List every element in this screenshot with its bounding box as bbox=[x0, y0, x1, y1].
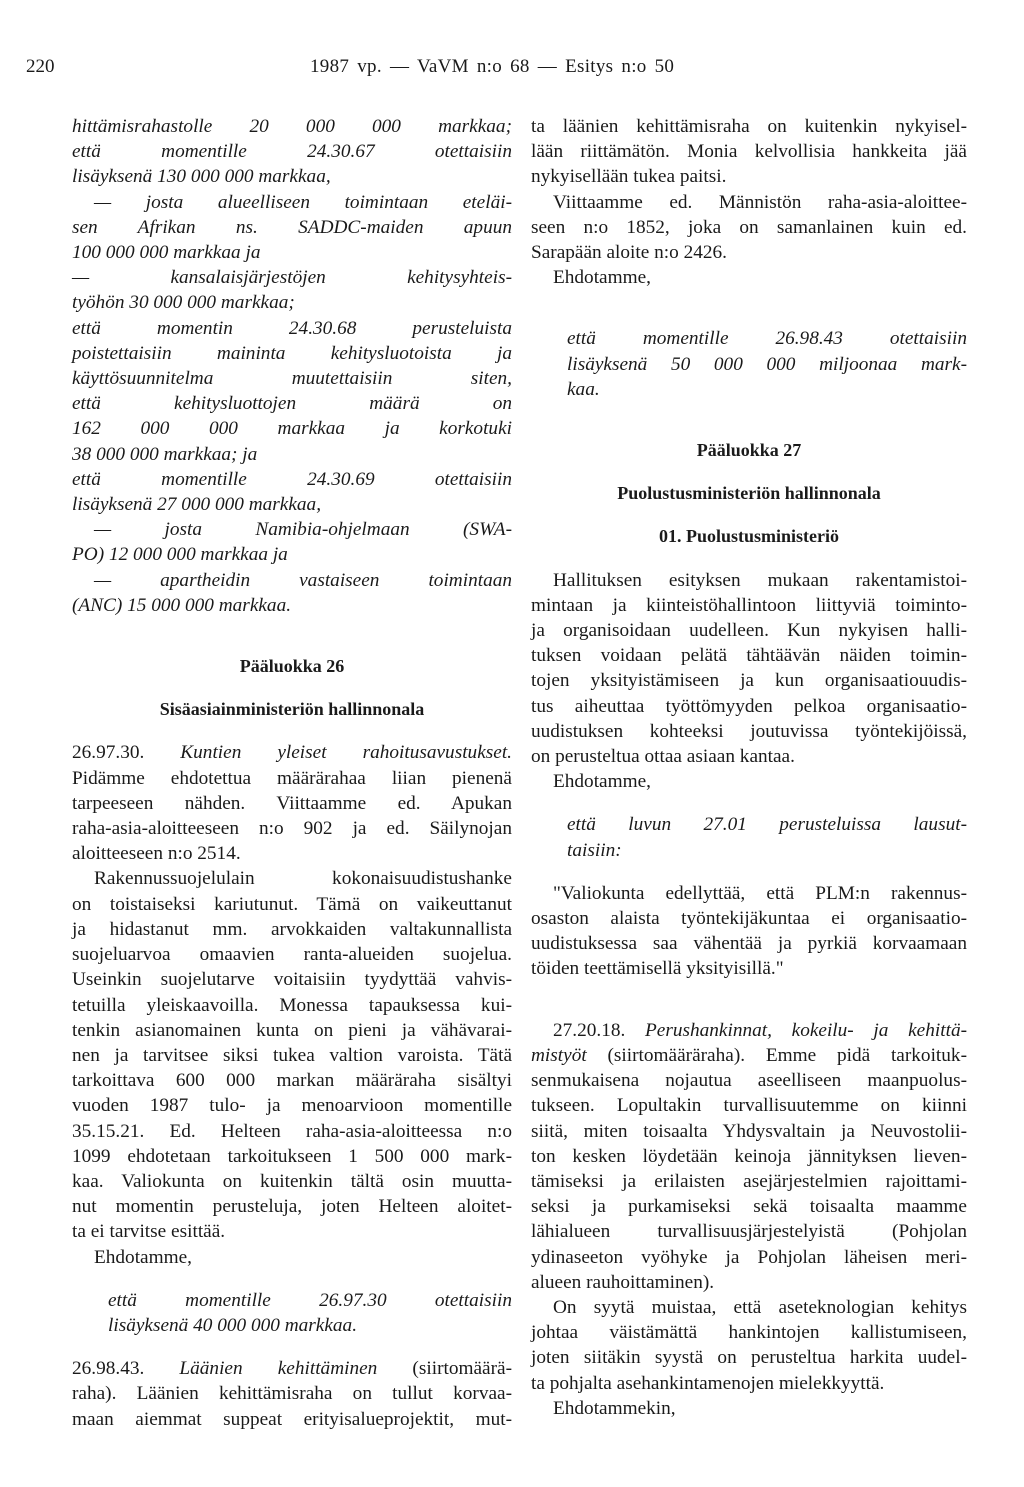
text-line: — apartheidin vastaiseen toimintaan bbox=[94, 569, 512, 591]
item-title: Perushankinnat, kokeilu- ja kehittä- bbox=[645, 1019, 968, 1041]
paragraph bbox=[531, 568, 967, 770]
text-line: Useinkin suojelutarve voitaisiin tyydyttää vahvis- bbox=[72, 969, 512, 991]
text-line: seen n:o 1852, joka on samanlainen kuin ed. bbox=[531, 216, 967, 238]
text-line: 38 000 000 markkaa; ja bbox=[72, 443, 258, 465]
text-line: vuoden 1987 tulo- ja menoarvioon momentille bbox=[72, 1095, 512, 1117]
text-line: taisiin: bbox=[567, 839, 622, 861]
text-line: joten siitäkin syystä on perusteltua harkita uudel- bbox=[531, 1347, 967, 1369]
text-line: suojeluarvoa omaavien ranta-alueiden suojelua. bbox=[72, 944, 512, 966]
motion bbox=[72, 1288, 512, 1338]
text-line: — josta Namibia-ohjelmaan (SWA- bbox=[94, 519, 512, 541]
text-line: lisäyksenä 40 000 000 markkaa. bbox=[108, 1314, 358, 1336]
paragraph bbox=[72, 1356, 512, 1432]
text-line: PO) 12 000 000 markkaa ja bbox=[72, 544, 288, 566]
text-line: lään riittämätön. Monia kelvollisia hankkeita jää bbox=[531, 141, 967, 163]
text-line: lisäyksenä 27 000 000 markkaa, bbox=[72, 494, 322, 516]
text-line: siitä, miten toisaalta Yhdysvaltain ja Neuvostolii- bbox=[531, 1120, 967, 1142]
paragraph bbox=[531, 190, 967, 266]
text-line: on perusteltua ottaa asiaan kantaa. bbox=[531, 746, 795, 768]
text-line: alueen rauhoittaminen). bbox=[531, 1271, 715, 1293]
text-line: töiden teettämisellä yksityisillä." bbox=[531, 958, 784, 980]
text-line: ydinaseeton vyöhyke ja Pohjolan läheisen meri- bbox=[531, 1246, 967, 1268]
text-line: ja hidastanut mm. arvokkaiden valtakunnallista bbox=[72, 918, 512, 940]
text-line: nut momentin perusteluja, joten Helteen aloitet- bbox=[72, 1196, 512, 1218]
motion bbox=[531, 812, 967, 862]
section-heading: Pääluokka 26 bbox=[239, 656, 345, 677]
text-line: mistyöt (siirtomääräraha). Emme pidä tarkoituk- bbox=[531, 1044, 967, 1066]
text-line: johtaa väistämättä hankintojen kallistumiseen, bbox=[531, 1322, 967, 1344]
text-line: "Valiokunta edellyttää, että PLM:n rakennus- bbox=[553, 882, 967, 904]
text-line: 26.97.30. Kuntien yleiset rahoitusavustukset. bbox=[72, 742, 512, 764]
text-line: Hallituksen esityksen mukaan rakentamistoi- bbox=[553, 569, 967, 591]
item-title: mistyöt bbox=[531, 1044, 587, 1066]
text-line: — josta alueelliseen toimintaan eteläi- bbox=[94, 191, 512, 213]
text-line: osaston alaista työntekijäkuntaa ei organisaatio- bbox=[531, 908, 967, 930]
text-line: että momentin 24.30.68 perusteluista bbox=[72, 317, 512, 339]
text-line: kaa. Valiokunta on kuitenkin tältä osin muutta- bbox=[72, 1170, 512, 1192]
text-line: mintaan ja kiinteistöhallintoon liittyviä toiminto- bbox=[531, 594, 967, 616]
text-line: (ANC) 15 000 000 markkaa. bbox=[72, 594, 292, 616]
ehdotamme: Ehdotamme, bbox=[553, 771, 651, 793]
text-line: tenkin asianomainen kunta on pieni ja vähävarai- bbox=[72, 1019, 512, 1041]
text-line: 100 000 000 markkaa ja bbox=[72, 242, 261, 264]
paragraph bbox=[72, 740, 512, 866]
text-line: raha). Läänien kehittämisraha on tullut korvaa- bbox=[72, 1383, 512, 1405]
ehdotammekin: Ehdotammekin, bbox=[553, 1397, 676, 1419]
paragraph bbox=[531, 114, 967, 190]
ehdotamme: Ehdotamme, bbox=[553, 267, 651, 289]
paragraph bbox=[531, 1018, 967, 1295]
text-line: tarpeeseen nähden. Viittaamme ed. Apukan bbox=[72, 792, 512, 814]
text-line: 35.15.21. Ed. Helteen raha-asia-aloitteessa n:o bbox=[72, 1120, 512, 1142]
text-line: lähialueen turvallisuusjärjestelyistä (Pohjolan bbox=[531, 1221, 967, 1243]
item-title: Kuntien yleiset rahoitusavustukset. bbox=[180, 742, 512, 764]
text-line: työhön 30 000 000 markkaa; bbox=[72, 292, 295, 314]
text-line: 162 000 000 markkaa ja korkotuki bbox=[72, 418, 512, 440]
text-line: uudistuksessa saa vähentää ja pyrkiä korvaamaan bbox=[531, 933, 967, 955]
text-line: On syytä muistaa, että aseteknologian kehitys bbox=[553, 1296, 967, 1318]
text-line: poistettaisiin maininta kehitysluotoista ja bbox=[72, 342, 512, 364]
text-line: että luvun 27.01 perusteluissa lausut- bbox=[567, 814, 967, 836]
text-line: tarkoittava 600 000 markan määräraha sisältyi bbox=[72, 1070, 512, 1092]
text-line: nen ja tarvitsee siksi tukea valtion varoista. Tätä bbox=[72, 1044, 512, 1066]
text-line: seksi ja purkamiseksi sekä toisaalta maamme bbox=[531, 1196, 967, 1218]
text-line: 26.98.43. Läänien kehittäminen (siirtomäärä- bbox=[72, 1358, 513, 1380]
text-line: 27.20.18. Perushankinnat, kokeilu- ja kehittä- bbox=[553, 1019, 968, 1041]
text-line: ta ei tarvitse esittää. bbox=[72, 1221, 226, 1243]
text-line: käyttösuunnitelma muutettaisiin siten, bbox=[72, 368, 512, 390]
text-line: että momentille 24.30.67 otettaisiin bbox=[72, 141, 512, 163]
text-line: senmukaisena nojautua aseelliseen maanpuolus- bbox=[531, 1070, 967, 1092]
text-line: Viittaamme ed. Männistön raha-asia-aloittee- bbox=[553, 191, 967, 213]
text-line: hittämisrahastolle 20 000 000 markkaa; bbox=[72, 116, 512, 137]
text-line: aloitteeseen n:o 2514. bbox=[72, 843, 241, 865]
text-line: tuksen voidaan pelätä tähtäävän näiden toimin- bbox=[531, 645, 967, 667]
text-line: että momentille 24.30.69 otettaisiin bbox=[72, 468, 512, 490]
page-number: 220 bbox=[26, 56, 55, 77]
text-line: tämiseksi ja erilaisten asejärjestelmien rajoittami- bbox=[531, 1170, 967, 1192]
text-line: uudistuksen kohteeksi joutuvissa työntekijöissä, bbox=[531, 720, 967, 742]
intro-motions bbox=[72, 114, 512, 618]
text-line: tojen yksityistämiseen ja kun organisaatiouudis- bbox=[531, 670, 967, 692]
right-column bbox=[531, 114, 967, 1421]
text-line: lisäyksenä 50 000 000 miljoonaa mark- bbox=[567, 353, 967, 375]
text-line: että momentille 26.98.43 otettaisiin bbox=[567, 328, 967, 350]
text-line: Sarapään aloite n:o 2426. bbox=[531, 242, 727, 264]
text-line: ja organisoidaan uudelleen. Kun nykyisen halli- bbox=[531, 620, 967, 642]
left-column bbox=[72, 114, 512, 1432]
text-line: ta pohjalta asehankintamenojen mielekkyyttä. bbox=[531, 1372, 885, 1394]
text-line: Pidämme ehdotettua määrärahaa liian pienenä bbox=[72, 767, 512, 789]
section-subheading: Puolustusministeriön hallinnonala bbox=[617, 483, 881, 504]
text-line: ta läänien kehittämisraha on kuitenkin nykyisel- bbox=[531, 116, 967, 137]
paragraph bbox=[72, 866, 512, 1244]
section-heading: Pääluokka 27 bbox=[696, 440, 802, 461]
item-title: Läänien kehittäminen bbox=[179, 1358, 378, 1380]
chapter-heading: 01. Puolustusministeriö bbox=[658, 526, 840, 547]
text-line: nykyisellään tukea paitsi. bbox=[531, 166, 727, 188]
section-subheading: Sisäasiainministeriön hallinnonala bbox=[159, 699, 425, 720]
motion bbox=[531, 326, 967, 402]
text-line: on toistaiseksi kariutunut. Tämä on vaikeuttanut bbox=[72, 893, 512, 915]
quote bbox=[531, 881, 967, 982]
ehdotamme: Ehdotamme, bbox=[94, 1246, 192, 1268]
text-line: — kansalaisjärjestöjen kehitysyhteis- bbox=[72, 267, 512, 289]
text-line: sen Afrikan ns. SADDC-maiden apuun bbox=[72, 216, 512, 238]
text-line: 1099 ehdotetaan tarkoitukseen 1 500 000 mark- bbox=[72, 1145, 512, 1167]
text-line: tetuilla yleiskaavoilla. Monessa tapauksessa kui- bbox=[72, 994, 512, 1016]
text-line: ton kesken löydetään keinoja jännityksen lieven- bbox=[531, 1145, 967, 1167]
text-line: lisäyksenä 130 000 000 markkaa, bbox=[72, 166, 331, 188]
text-line: että momentille 26.97.30 otettaisiin bbox=[108, 1289, 512, 1311]
running-head: 1987 vp. — VaVM n:o 68 — Esitys n:o 50 bbox=[310, 56, 675, 77]
text-line: maan aiemmat suppeat erityisalueprojektit, mut- bbox=[72, 1408, 512, 1430]
page-header bbox=[0, 56, 1024, 88]
text-line: tukseen. Lopultakin turvallisuutemme on kiinni bbox=[531, 1095, 967, 1117]
text-line: että kehitysluottojen määrä on bbox=[72, 393, 512, 415]
text-line: tus aiheuttaa työttömyyden pelkoa organisaatio- bbox=[531, 695, 967, 717]
paragraph bbox=[531, 1295, 967, 1396]
text-line: kaa. bbox=[567, 378, 600, 400]
text-line: raha-asia-aloitteeseen n:o 902 ja ed. Säilynojan bbox=[72, 818, 512, 840]
text-line: Rakennussuojelulain kokonaisuudistushanke bbox=[94, 868, 512, 890]
